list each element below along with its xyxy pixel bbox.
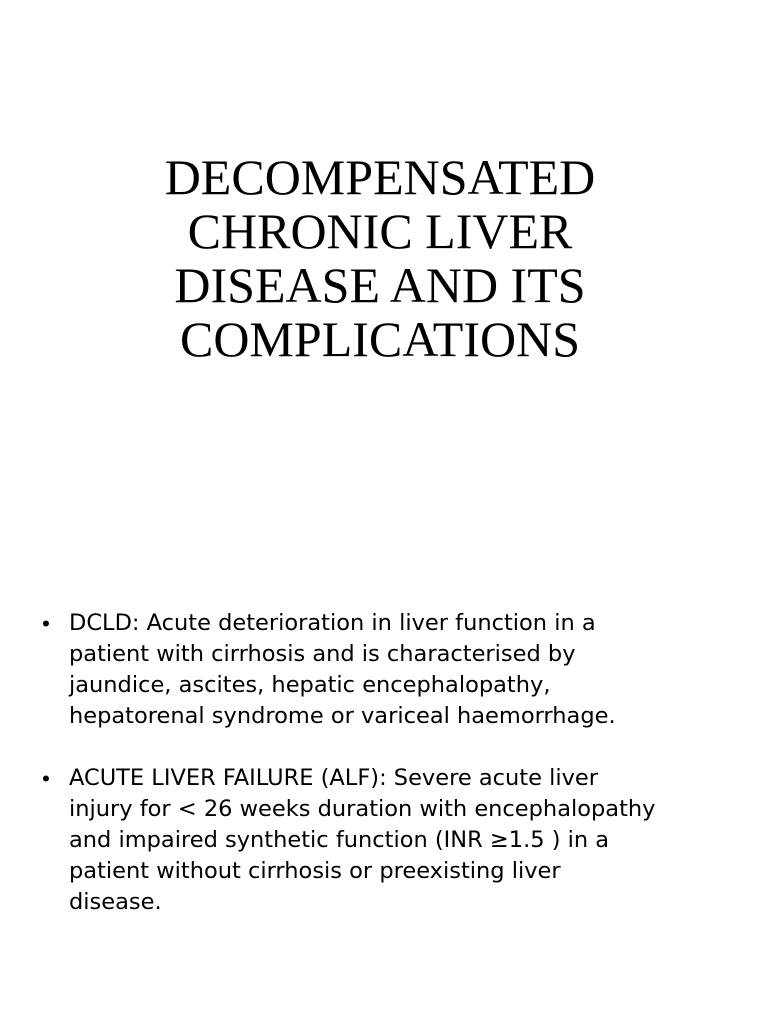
slide-title (120, 150, 640, 366)
bullet-item-dcld (40, 608, 740, 732)
bullet-icon: • (42, 611, 50, 636)
bullet-text-line: ACUTE LIVER FAILURE (ALF): Severe acute liver (69, 765, 598, 791)
bullet-text-line: disease. (69, 889, 162, 915)
title-line: DISEASE AND ITS (174, 257, 586, 313)
title-line: COMPLICATIONS (179, 311, 581, 367)
bullet-text-line: jaundice, ascites, hepatic encephalopathy, (69, 672, 551, 698)
bullet-text-line: injury for < 26 weeks duration with encephalopathy (69, 796, 656, 822)
bullet-text-line: patient with cirrhosis and is characterised by (69, 641, 576, 667)
bullet-item-alf (40, 763, 740, 918)
bullet-text-line: and impaired synthetic function (INR ≥1.5 ) in a (69, 827, 610, 853)
bullet-list (40, 608, 740, 949)
bullet-text-line: patient without cirrhosis or preexisting liver (69, 858, 561, 884)
bullet-text-line: hepatorenal syndrome or variceal haemorrhage. (69, 703, 616, 729)
title-line: DECOMPENSATED (164, 149, 596, 205)
title-line: CHRONIC LIVER (187, 203, 573, 259)
bullet-text-line: DCLD: Acute deterioration in liver function in a (69, 610, 596, 636)
bullet-icon: • (42, 766, 50, 791)
